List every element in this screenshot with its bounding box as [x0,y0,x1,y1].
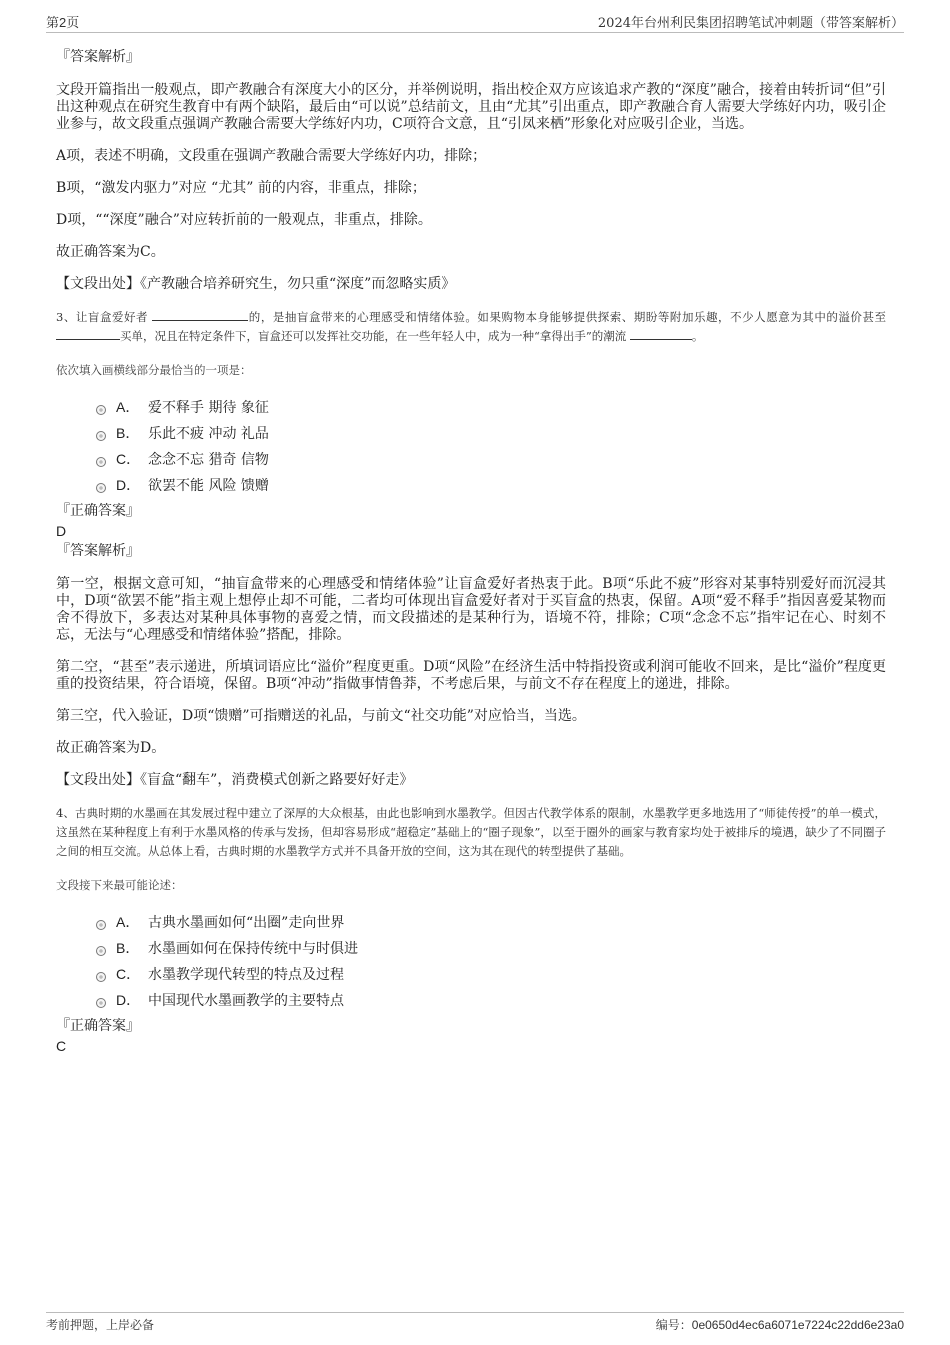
correct-answer-heading: 『正确答案』 [56,1018,140,1034]
option-letter: A． [116,914,140,930]
fill-blank-2 [56,328,120,340]
radio-icon[interactable] [96,457,106,467]
option-text: 水墨教学现代转型的特点及过程 [148,967,344,983]
options-list [96,394,886,498]
analysis-paragraph: A项，表述不明确，文段重在强调产教融合需要大学练好内功，排除； [56,148,487,164]
option-a[interactable] [96,394,886,420]
analysis-paragraph: 第一空，根据文意可知，“抽盲盒带来的心理感受和情绪体验”让盲盒爱好者热衷于此。B项“乐此不疲”形容对某事特别爱好而沉浸其中，D项“欲罢不能”指主观上想停止却不可能，二者均可体现出盲盒爱好者对于买盲盒的热衷，保留。A项“爱不释手”指因喜爱某物而舍不得放下，多表达对某种具体事物的喜爱之情，而文段描述的是某种行为，语境不符，排除；C项“念念不忘”指牢记在心、时刻不忘，无法与“心理感受和情绪体验”搭配，排除。 [56,576,886,643]
analysis-paragraph: B项，“激发内驱力”对应 “尤其” 前的内容，非重点，排除； [56,180,426,196]
option-text: 爱不释手 期待 象征 [148,400,269,416]
question-4-text: 4、古典时期的水墨画在其发展过程中建立了深厚的大众根基，由此也影响到水墨教学。但因古代教学体系的限制，水墨教学更多地选用了“师徒传授”的单一模式，这虽然在某种程度上有利于水墨风格的传承与发扬，但却容易形成“超稳定”基础上的“圈子现象”，以至于圈外的画家与教育家均处于被排斥的境遇，缺少了不同圈子之间的相互交流。从总体上看，古典时期的水墨教学方式并不具备开放的空间，这为其在现代的转型提供了基础。 [56,806,886,858]
analysis-paragraph: 第二空，“甚至”表示递进，所填词语应比“溢价”程度更重。D项“风险”在经济生活中特指投资或利润可能收不回来，是比“溢价”程度更重的投资结果，符合语境，保留。B项“冲动”指做事情鲁莽，不考虑后果，与前文不存在程度上的递进，排除。 [56,659,886,692]
fill-blank-1 [152,309,248,321]
code-value: 0e0650d4ec6a6071e7224c22dd6e23a0 [691,1318,904,1332]
radio-icon[interactable] [96,972,106,982]
answer-summary: 故正确答案为D。 [56,740,166,756]
option-c[interactable] [96,446,886,472]
question-text-part: 的，是抽盲盒带来的心理感受和情绪体验。如果购物本身能够提供探索、期盼等附加乐趣，不少人愿意为其中的溢价甚至 [248,310,886,324]
document-title: 2024年台州利民集团招聘笔试冲刺题（带答案解析） [597,16,904,31]
question-text-part: 。 [691,329,704,343]
option-letter: A． [116,399,140,415]
radio-icon[interactable] [96,920,106,930]
page-header [46,12,904,33]
question-prompt: 文段接下来最可能论述： [56,878,183,892]
option-a[interactable] [96,909,886,935]
option-c[interactable] [96,961,886,987]
option-letter: D． [116,477,141,493]
question-prompt: 依次填入画横线部分最恰当的一项是： [56,363,252,377]
main-content [56,48,886,1057]
option-text: 古典水墨画如何“出圈”走向世界 [148,915,345,931]
code-label: 编号： [655,1318,692,1332]
correct-answer: D [56,523,67,539]
option-b[interactable] [96,935,886,961]
footer-slogan: 考前押题，上岸必备 [46,1318,155,1332]
question-text-part: 买单，况且在特定条件下，盲盒还可以发挥社交功能，在一些年轻人中，成为一种“拿得出手”的潮流 [120,329,630,343]
analysis-heading: 『答案解析』 [56,543,140,559]
option-letter: B． [116,425,140,441]
option-text: 欲罢不能 风险 馈赠 [148,478,269,494]
source-citation: 【文段出处】《盲盒“翻车”，消费模式创新之路要好好走》 [56,772,414,788]
option-d[interactable] [96,472,886,498]
option-text: 念念不忘 猎奇 信物 [148,452,269,468]
source-citation: 【文段出处】《产教融合培养研究生，勿只重“深度”而忽略实质》 [56,276,456,292]
correct-answer: C [56,1038,67,1054]
document-code [656,1316,904,1333]
question-3-text [56,308,886,346]
option-letter: B． [116,940,140,956]
option-b[interactable] [96,420,886,446]
page-footer [46,1312,904,1333]
answer-summary: 故正确答案为C。 [56,244,165,260]
option-text: 中国现代水墨画教学的主要特点 [148,993,344,1009]
radio-icon[interactable] [96,483,106,493]
analysis-heading: 『答案解析』 [56,49,140,65]
radio-icon[interactable] [96,405,106,415]
option-d[interactable] [96,987,886,1013]
option-text: 水墨画如何在保持传统中与时俱进 [148,941,358,957]
option-letter: D． [116,992,141,1008]
option-text: 乐此不疲 冲动 礼品 [148,426,269,442]
question-text-part: 3、让盲盒爱好者 [56,310,153,324]
analysis-paragraph: 第三空，代入验证，D项“馈赠”可指赠送的礼品，与前文“社交功能”对应恰当，当选。 [56,708,586,724]
correct-answer-heading: 『正确答案』 [56,503,140,519]
page-number: 第2页 [46,15,80,30]
analysis-paragraph: 文段开篇指出一般观点，即产教融合有深度大小的区分，并举例说明，指出校企双方应该追求产教的“深度”融合，接着由转折词“但”引出这种观点在研究生教育中有两个缺陷，最后由“可以说”总结前文，且由“尤其”引出重点，即产教融合育人需要大学练好内功，吸引企业参与，故文段重点强调产教融合需要大学练好内功，C项符合文意，且“引凤来栖”形象化对应吸引企业，当选。 [56,82,886,132]
radio-icon[interactable] [96,431,106,441]
radio-icon[interactable] [96,998,106,1008]
options-list [96,909,886,1013]
option-letter: C． [116,966,141,982]
radio-icon[interactable] [96,946,106,956]
option-letter: C． [116,451,141,467]
fill-blank-3 [630,328,692,340]
analysis-paragraph: D项，““深度”融合”对应转折前的一般观点，非重点，排除。 [56,212,432,228]
